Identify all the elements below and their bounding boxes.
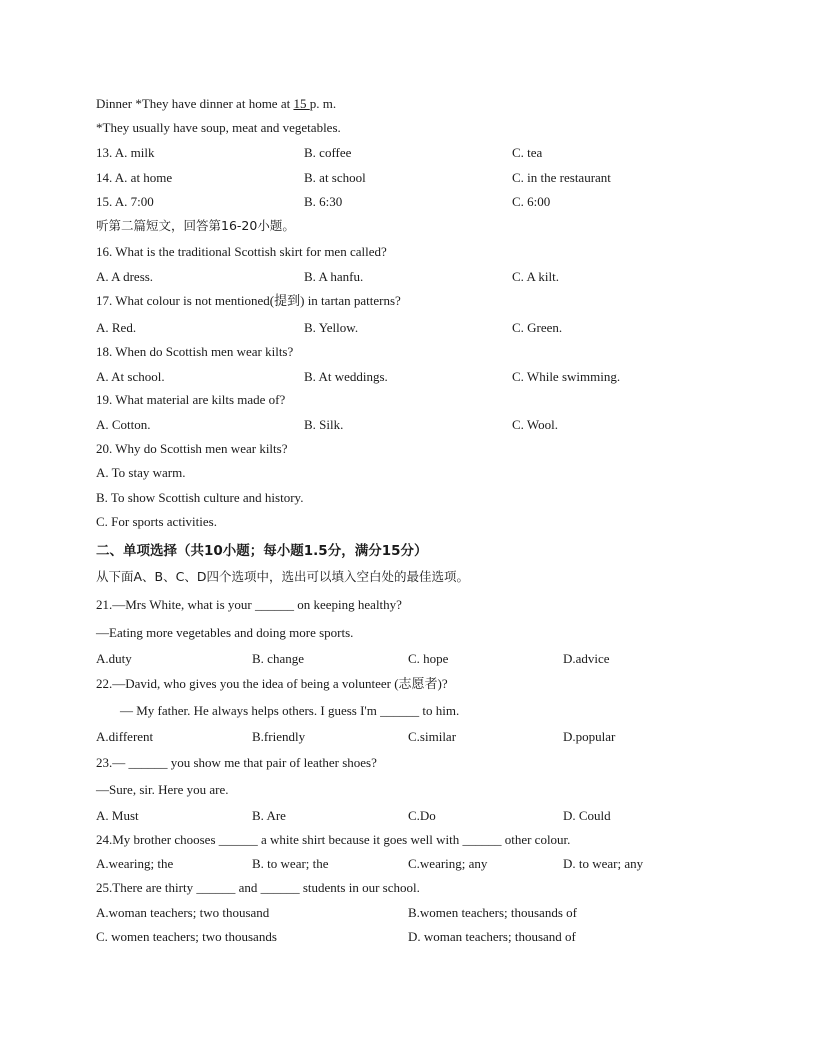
q19-option-c: C. Wool. bbox=[512, 417, 559, 432]
q22-line2: — My father. He always helps others. I guess I'm ______ to him. bbox=[120, 703, 460, 718]
q23-line2: —Sure, sir. Here you are. bbox=[96, 782, 229, 797]
q25-line1: 25.There are thirty ______ and ______ students in our school. bbox=[96, 880, 420, 895]
soup-line: *They usually have soup, meat and vegetables. bbox=[96, 120, 341, 135]
q24-option-a: A.wearing; the bbox=[96, 856, 174, 871]
q23-option-c: C.Do bbox=[408, 808, 436, 823]
section2-instruction: 从下面A、B、C、D四个选项中，选出可以填入空白处的最佳选项。 bbox=[96, 569, 469, 584]
q18-option-a: A. At school. bbox=[96, 369, 165, 384]
q21-option-c: C. hope bbox=[408, 651, 449, 666]
q24-line1: 24.My brother chooses ______ a white shirt because it goes well with ______ other colour. bbox=[96, 832, 571, 847]
q15-option-a: 15. A. 7:00 bbox=[96, 194, 154, 209]
dinner-suffix: p. m. bbox=[309, 96, 337, 111]
q24-option-c: C.wearing; any bbox=[408, 856, 488, 871]
q22-option-a: A.different bbox=[96, 729, 154, 744]
q19-stem: 19. What material are kilts made of? bbox=[96, 392, 286, 407]
q24-option-d: D. to wear; any bbox=[563, 856, 644, 871]
q16-stem: 16. What is the traditional Scottish skirt for men called? bbox=[96, 244, 387, 259]
q23-line1: 23.— ______ you show me that pair of leather shoes? bbox=[96, 755, 377, 770]
q18-option-b: B. At weddings. bbox=[304, 369, 388, 384]
q25-option-a: A.woman teachers; two thousand bbox=[96, 905, 270, 920]
q17-option-a: A. Red. bbox=[96, 320, 137, 335]
q15-option-b: B. 6:30 bbox=[304, 194, 343, 209]
q13-option-b: B. coffee bbox=[304, 145, 352, 160]
q23-option-a: A. Must bbox=[96, 808, 139, 823]
q25-option-d: D. woman teachers; thousand of bbox=[408, 929, 576, 944]
q19-option-a: A. Cotton. bbox=[96, 417, 151, 432]
q13-option-a: 13. A. milk bbox=[96, 145, 155, 160]
q14-option-a: 14. A. at home bbox=[96, 170, 173, 185]
q21-line2: —Eating more vegetables and doing more sports. bbox=[96, 625, 354, 640]
q18-option-c: C. While swimming. bbox=[512, 369, 621, 384]
q23-option-d: D. Could bbox=[563, 808, 611, 823]
q15-option-c: C. 6:00 bbox=[512, 194, 551, 209]
q23-option-b: B. Are bbox=[252, 808, 286, 823]
section2-heading: 二、单项选择（共10小题；每小题1.5分，满分15分） bbox=[96, 543, 428, 559]
q21-option-d: D.advice bbox=[563, 651, 610, 666]
q13-option-c: C. tea bbox=[512, 145, 543, 160]
q20-option-b: B. To show Scottish culture and history. bbox=[96, 490, 304, 505]
q16-option-c: C. A kilt. bbox=[512, 269, 559, 284]
q25-option-b: B.women teachers; thousands of bbox=[408, 905, 577, 920]
q18-stem: 18. When do Scottish men wear kilts? bbox=[96, 344, 294, 359]
answer-blank-15: 15 bbox=[293, 96, 310, 111]
q21-option-a: A.duty bbox=[96, 651, 132, 666]
q20-option-a: A. To stay warm. bbox=[96, 465, 186, 480]
q21-line1: 21.—Mrs White, what is your ______ on keeping healthy? bbox=[96, 597, 402, 612]
q16-option-b: B. A hanfu. bbox=[304, 269, 364, 284]
dinner-line bbox=[96, 96, 336, 112]
q17-option-c: C. Green. bbox=[512, 320, 563, 335]
q25-option-c: C. women teachers; two thousands bbox=[96, 929, 277, 944]
q19-option-b: B. Silk. bbox=[304, 417, 344, 432]
q22-option-c: C.similar bbox=[408, 729, 457, 744]
q17-stem: 17. What colour is not mentioned(提到) in tartan patterns? bbox=[96, 293, 401, 308]
q16-option-a: A. A dress. bbox=[96, 269, 154, 284]
q14-option-c: C. in the restaurant bbox=[512, 170, 611, 185]
q22-option-b: B.friendly bbox=[252, 729, 306, 744]
q20-stem: 20. Why do Scottish men wear kilts? bbox=[96, 441, 288, 456]
q14-option-b: B. at school bbox=[304, 170, 366, 185]
q17-option-b: B. Yellow. bbox=[304, 320, 359, 335]
q21-option-b: B. change bbox=[252, 651, 304, 666]
q20-option-c: C. For sports activities. bbox=[96, 514, 217, 529]
q22-option-d: D.popular bbox=[563, 729, 616, 744]
dinner-text: Dinner *They have dinner at home at bbox=[96, 96, 294, 111]
q24-option-b: B. to wear; the bbox=[252, 856, 329, 871]
q22-line1: 22.—David, who gives you the idea of being a volunteer (志愿者)? bbox=[96, 676, 448, 691]
passage2-instruction: 听第二篇短文，回答第16-20小题。 bbox=[96, 218, 295, 233]
